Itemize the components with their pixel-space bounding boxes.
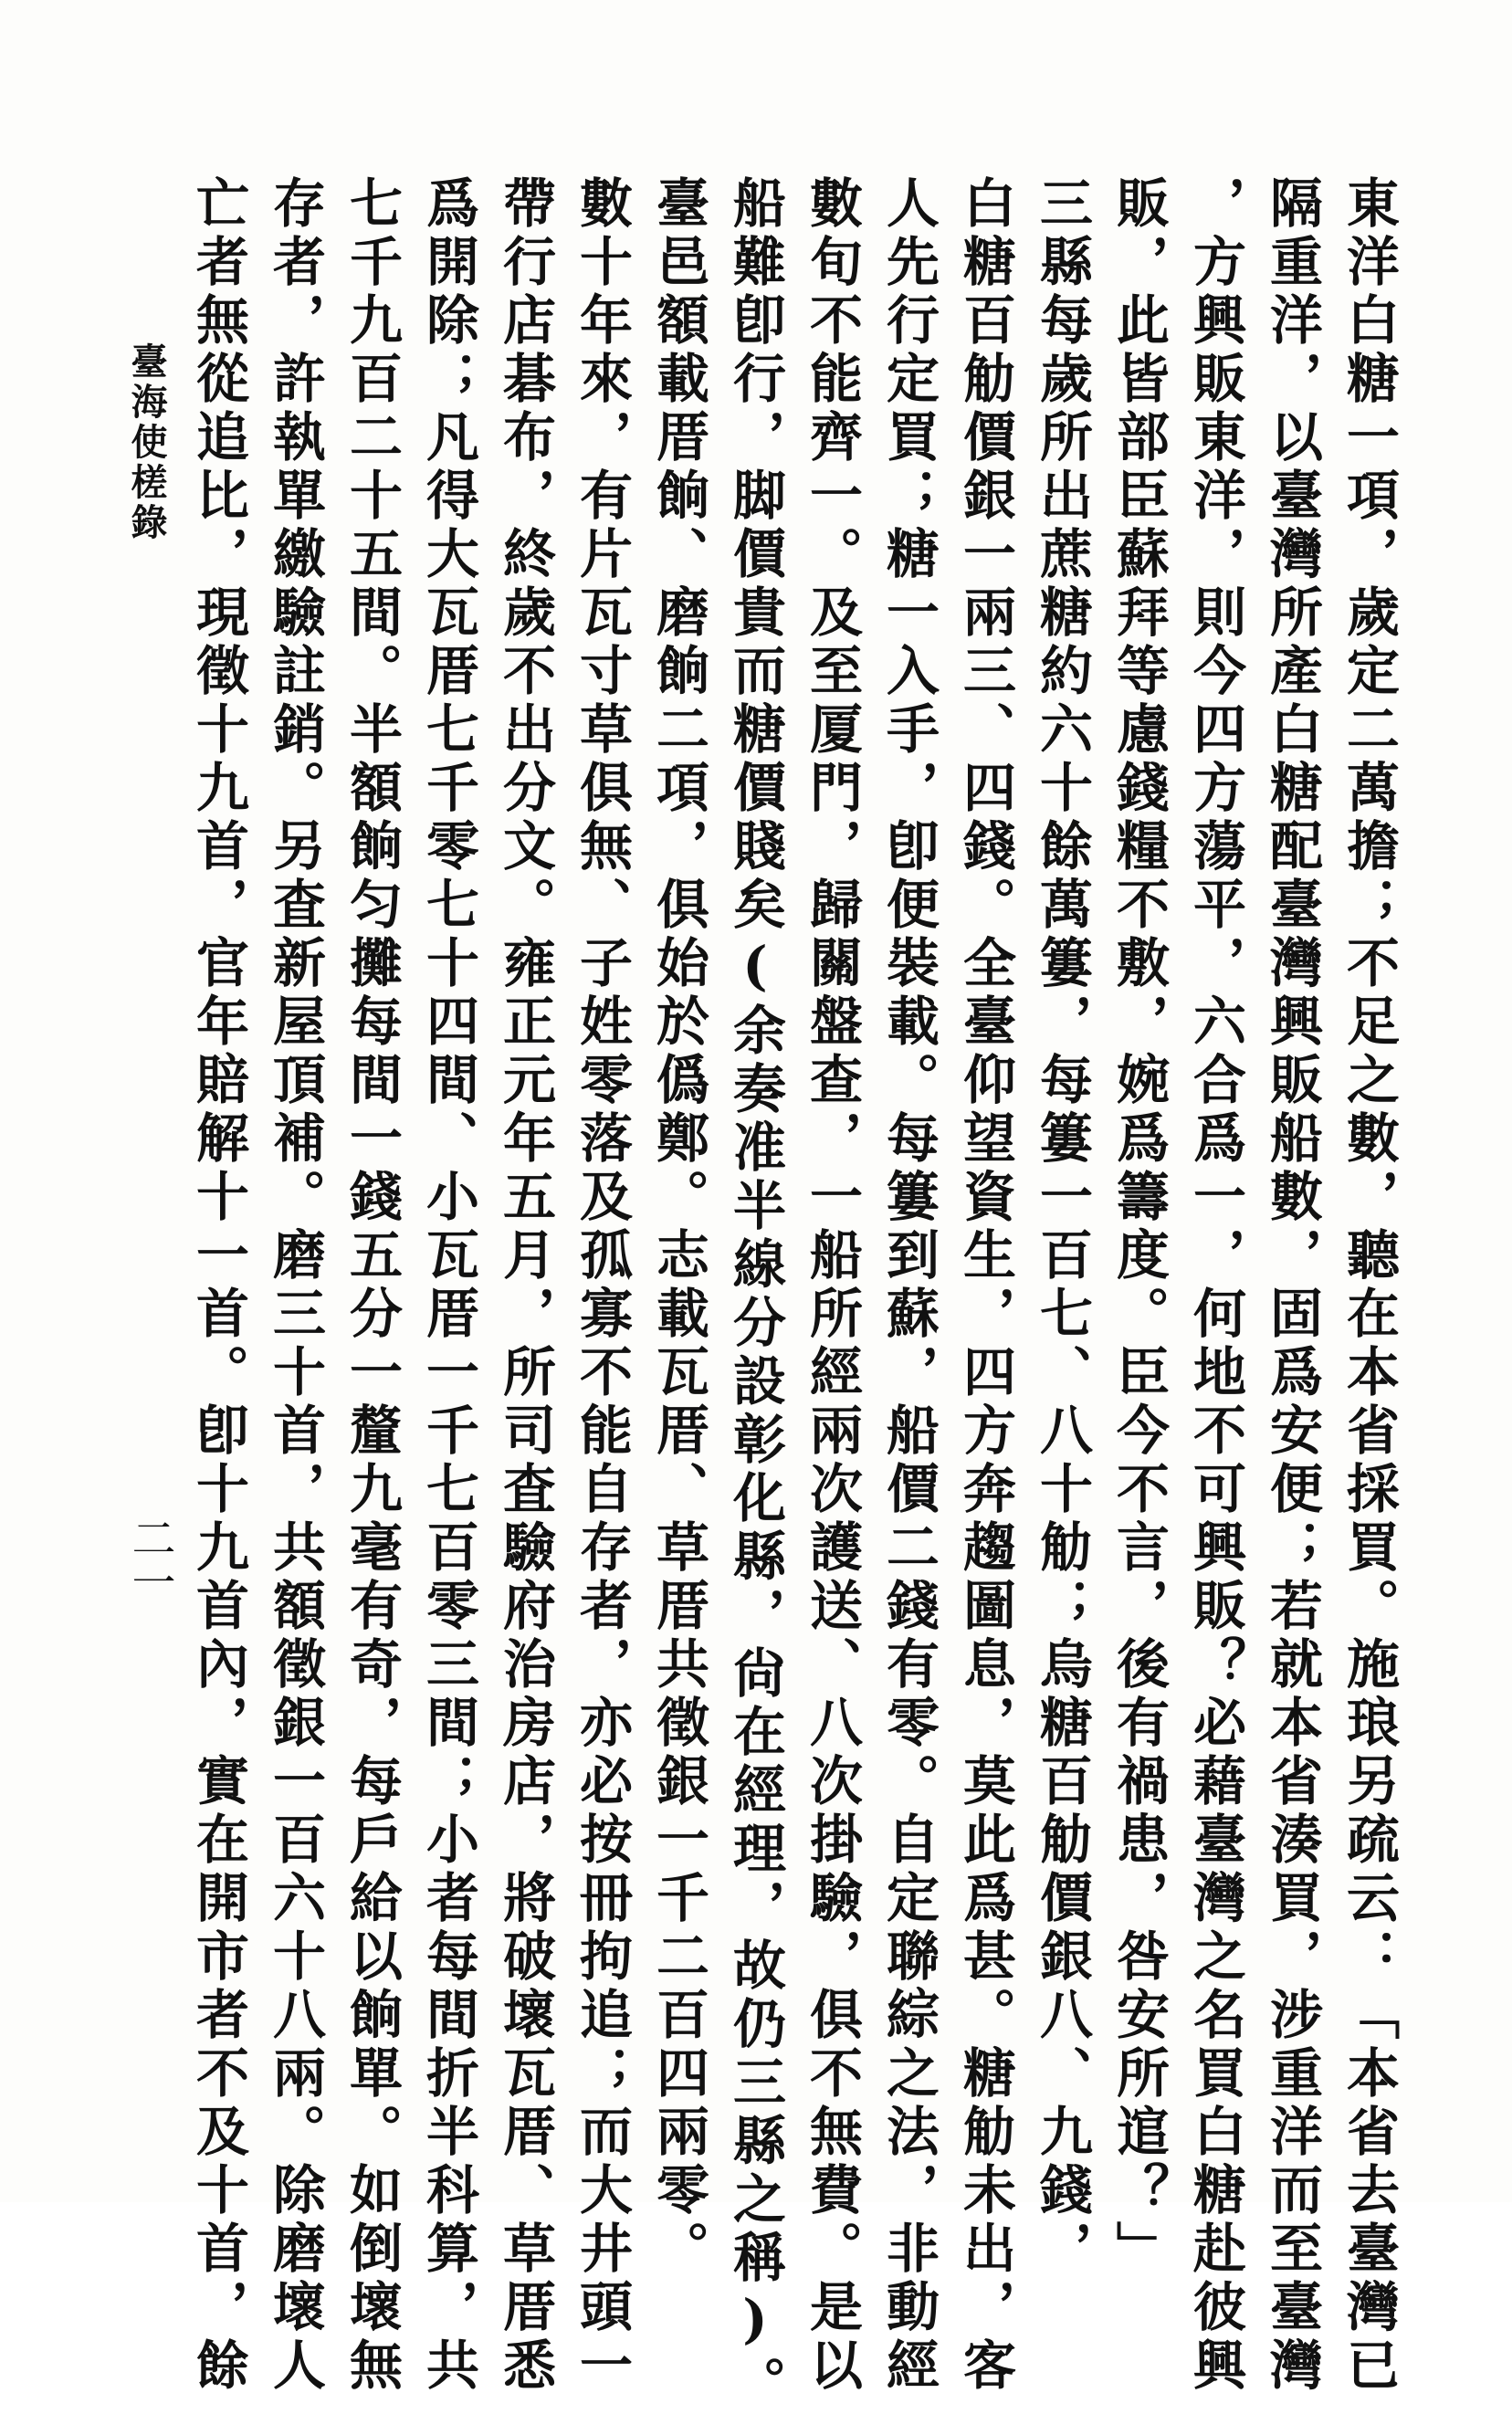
running-title: 臺海使槎錄 [125, 342, 168, 543]
main-text-block [168, 175, 1400, 2414]
text-column-11: 數十年來，有片瓦寸草俱無、子姓零落及孤寡不能自存者，亦必按冊拘追；而大井頭一 [571, 175, 633, 2396]
page-number: 二一 [124, 1516, 175, 1603]
text-column-8: 數旬不能齊一。及至厦門，歸關盤查，一船所經兩次護送、八次掛驗，俱不無費。是以 [801, 175, 863, 2396]
text-column-12: 帶行店碁布，終歲不出分文。雍正元年五月，所司査驗府治房店，將破壞瓦厝、草厝悉 [494, 175, 556, 2396]
text-column-16: 亡者無從追比，現徵十九首，官年賠解十一首。卽十九首內，實在開市者不及十首，餘 [187, 175, 249, 2396]
text-column-9: 船難卽行，脚價貴而糖價賤矣(余奏准半線分設彰化縣，尙在經理，故仍三縣之稱)。 [724, 175, 786, 2414]
text-column-3: ，方興販東洋，則今四方蕩平，六合爲一，何地不可興販？必藉臺灣之名買白糖赴彼興 [1184, 175, 1246, 2396]
text-column-14: 七千九百二十五間。半額餉匀攤每間一錢五分一釐九毫有奇，每戶給以餉單。如倒壞無 [341, 175, 403, 2396]
text-column-1: 東洋白糖一項，歲定二萬擔；不足之數，聽在本省採買。施琅另疏云：「本省去臺灣已 [1338, 175, 1400, 2396]
text-column-15: 存者，許執單繳驗註銷。另査新屋頂補。磨三十首，共額徵銀一百六十八兩。除磨壞人 [264, 175, 326, 2396]
text-column-7: 人先行定買；糖一入手，卽便裝載。每簍到蘇，船價二錢有零。自定聯綜之法，非動經 [877, 175, 940, 2396]
text-column-4: 販，此皆部臣蘇拜等慮錢糧不敷，婉爲籌度。臣今不言，後有禍患，咎安所逭？」 [1108, 175, 1170, 2279]
text-column-5: 三縣每歲所出蔗糖約六十餘萬簍，每簍一百七、八十觔；烏糖百觔價銀八、九錢， [1031, 175, 1093, 2279]
text-column-10: 臺邑額載厝餉、磨餉二項，俱始於僞鄭。志載瓦厝、草厝共徵銀一千二百四兩零。 [647, 175, 709, 2279]
text-column-2: 隔重洋，以臺灣所產白糖配臺灣興販船數，固爲安便；若就本省湊買，涉重洋而至臺灣 [1261, 175, 1323, 2396]
text-column-6: 白糖百觔價銀一兩三、四錢。全臺仰望資生，四方奔趨圖息，莫此爲甚。糖觔未出，客 [954, 175, 1016, 2396]
text-column-13: 爲開除；凡得大瓦厝七千零七十四間、小瓦厝一千七百零三間；小者每間折半科算，共 [417, 175, 479, 2396]
